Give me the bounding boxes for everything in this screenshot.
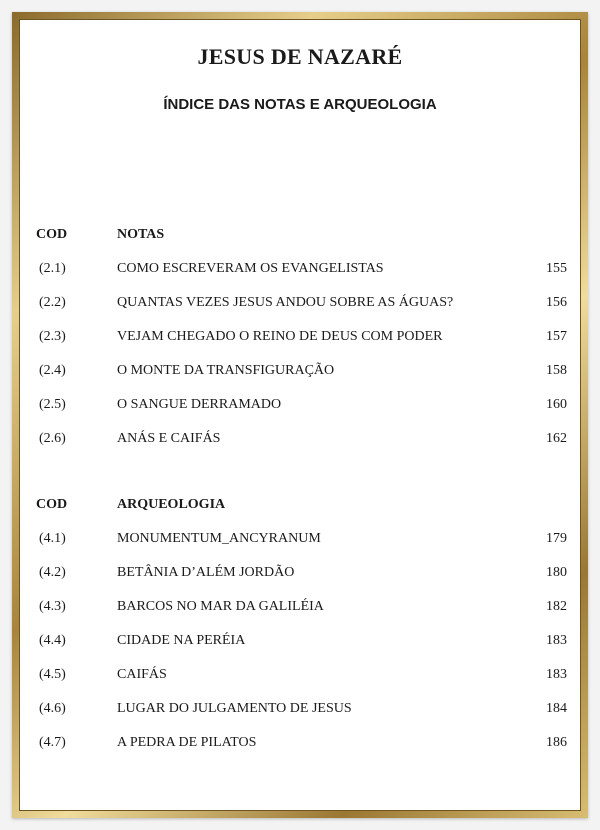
entry-page: 162 [546, 431, 567, 446]
entry-title: MONUMENTUM_ANCYRANUM [117, 531, 321, 546]
entry-page: 155 [546, 261, 567, 276]
entry-title: QUANTAS VEZES JESUS ANDOU SOBRE AS ÁGUAS? [117, 295, 454, 310]
document-subtitle: ÍNDICE DAS NOTAS E ARQUEOLOGIA [163, 96, 437, 113]
entry-title: O SANGUE DERRAMADO [117, 397, 282, 412]
arqueologia-name-header: ARQUEOLOGIA [117, 497, 226, 512]
list-item [20, 735, 580, 755]
entry-title: CAIFÁS [117, 667, 167, 682]
list-item [20, 295, 580, 315]
entry-title: O MONTE DA TRANSFIGURAÇÃO [117, 363, 335, 378]
notas-cod-header: COD [36, 227, 68, 242]
entry-page: 182 [546, 599, 567, 614]
list-item [20, 599, 580, 619]
entry-code: (4.2) [39, 565, 66, 580]
entry-page: 183 [546, 667, 567, 682]
entry-code: (4.6) [39, 701, 66, 716]
entry-title: ANÁS E CAIFÁS [117, 431, 221, 446]
list-item [20, 363, 580, 383]
entry-title: VEJAM CHEGADO O REINO DE DEUS COM PODER [117, 329, 443, 344]
entry-code: (2.6) [39, 431, 66, 446]
list-item [20, 431, 580, 451]
entry-code: (4.3) [39, 599, 66, 614]
entry-code: (2.1) [39, 261, 66, 276]
list-item [20, 701, 580, 721]
entry-code: (2.4) [39, 363, 66, 378]
entry-page: 157 [546, 329, 567, 344]
entry-code: (2.3) [39, 329, 66, 344]
document-title: JESUS DE NAZARÉ [197, 44, 403, 69]
list-item [20, 633, 580, 653]
entry-code: (4.5) [39, 667, 66, 682]
arqueologia-cod-header: COD [36, 497, 68, 512]
entry-page: 184 [546, 701, 567, 716]
entry-page: 180 [546, 565, 567, 580]
entry-page: 156 [546, 295, 567, 310]
entry-code: (4.7) [39, 735, 66, 750]
entry-page: 183 [546, 633, 567, 648]
entry-page: 186 [546, 735, 567, 750]
notas-name-header: NOTAS [117, 227, 165, 242]
entry-title: CIDADE NA PERÉIA [117, 633, 246, 648]
entry-title: BARCOS NO MAR DA GALILÉIA [117, 599, 324, 614]
entry-code: (4.1) [39, 531, 66, 546]
list-item [20, 397, 580, 417]
page-frame [12, 12, 588, 818]
list-item [20, 667, 580, 687]
entry-title: LUGAR DO JULGAMENTO DE JESUS [117, 701, 352, 716]
list-item [20, 531, 580, 551]
list-item [20, 565, 580, 585]
entry-code: (2.5) [39, 397, 66, 412]
entry-code: (4.4) [39, 633, 66, 648]
entry-title: BETÂNIA D’ALÉM JORDÃO [117, 565, 295, 580]
entry-code: (2.2) [39, 295, 66, 310]
entry-page: 160 [546, 397, 567, 412]
entry-title: COMO ESCREVERAM OS EVANGELISTAS [117, 261, 384, 276]
entry-title: A PEDRA DE PILATOS [117, 735, 257, 750]
page-content [19, 19, 581, 811]
entry-page: 179 [546, 531, 567, 546]
list-item [20, 261, 580, 281]
entry-page: 158 [546, 363, 567, 378]
list-item [20, 329, 580, 349]
